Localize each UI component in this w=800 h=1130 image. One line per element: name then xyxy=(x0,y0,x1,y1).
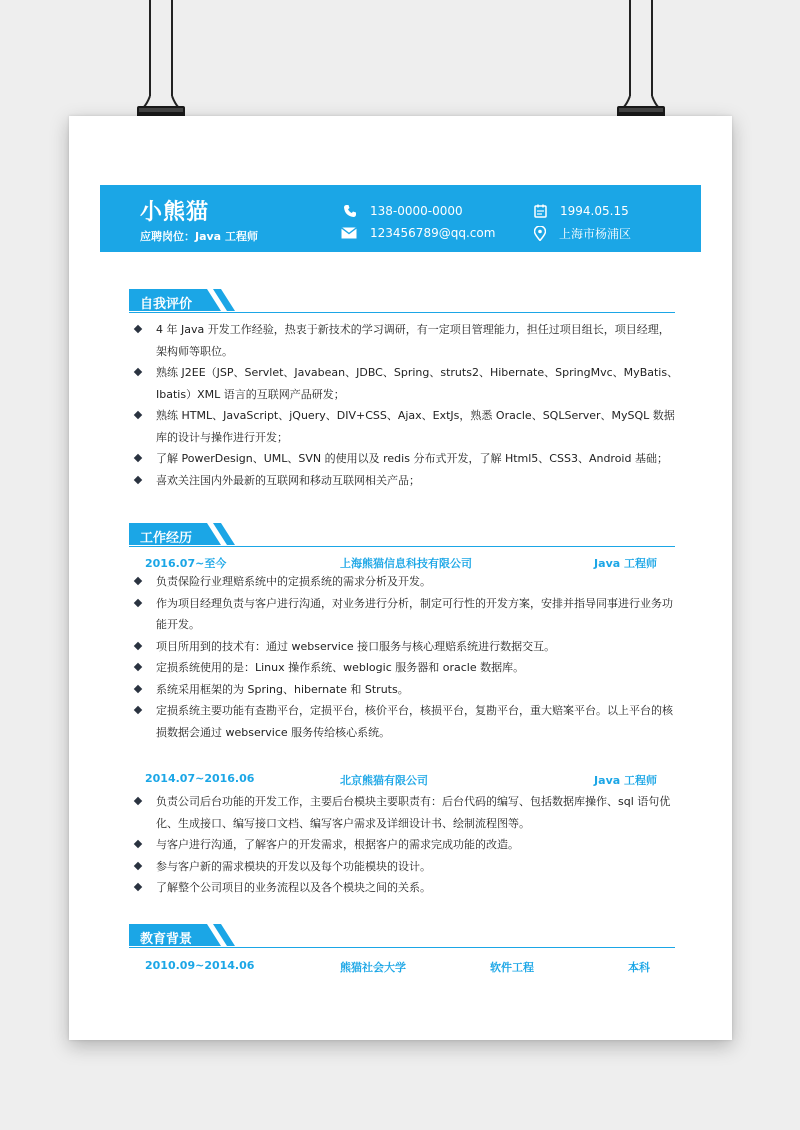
list-item: 与客户进行沟通，了解客户的开发需求，根据客户的需求完成功能的改造。 xyxy=(129,834,679,856)
self-evaluation-list xyxy=(129,319,679,491)
address: 上海市杨浦区 xyxy=(559,227,632,241)
job-company: 上海熊猫信息科技有限公司 xyxy=(340,557,472,570)
list-item: 系统采用框架的为 Spring、hibernate 和 Struts。 xyxy=(129,679,679,701)
list-item: 喜欢关注国内外最新的互联网和移动互联网相关产品； xyxy=(129,470,679,492)
section-header-work xyxy=(129,521,675,547)
list-item: 项目所用到的技术有：通过 webservice 接口服务与核心理赔系统进行数据交互。 xyxy=(129,636,679,658)
list-item: 熟练 J2EE（JSP、Servlet、Javabean、JDBC、Spring、struts2、Hibernate、SpringMvc、MyBatis、Ibatis）XML 语言的互联网产品研发； xyxy=(129,362,679,405)
section-header-education xyxy=(129,922,675,948)
job-header xyxy=(145,555,657,571)
email-info xyxy=(341,226,495,240)
list-item: 熟练 HTML、JavaScript、jQuery、DIV+CSS、Ajax、ExtJs，熟悉 Oracle、SQLServer、MySQL 数据库的设计与操作进行开发； xyxy=(129,405,679,448)
list-item: 负责保险行业理赔系统中的定损系统的需求分析及开发。 xyxy=(129,571,679,593)
phone-icon xyxy=(343,204,357,218)
job-duties-list xyxy=(129,571,679,743)
section-divider xyxy=(129,947,675,948)
major: 软件工程 xyxy=(490,961,534,974)
list-item: 负责公司后台功能的开发工作，主要后台模块主要职责有：后台代码的编写、包括数据库操作、sql 语句优化、生成接口、编写接口文档、编写客户需求及详细设计书、绘制流程图等。 xyxy=(129,791,679,834)
email-address: 123456789@qq.com xyxy=(370,226,496,240)
list-item: 了解整个公司项目的业务流程以及各个模块之间的关系。 xyxy=(129,877,679,899)
list-item: 定损系统主要功能有查勘平台，定损平台，核价平台，核损平台，复勘平台，重大赔案平台。以上平台的核损数据会通过 webservice 服务传给核心系统。 xyxy=(129,700,679,743)
section-title-self: 自我评价 xyxy=(140,297,193,312)
location-icon xyxy=(534,226,546,241)
job-period: 2016.07~至今 xyxy=(145,557,227,570)
resume-header xyxy=(100,185,701,252)
phone-info xyxy=(343,204,463,218)
section-divider xyxy=(129,546,675,547)
list-item: 作为项目经理负责与客户进行沟通，对业务进行分析，制定可行性的开发方案，安排并指导同事进行业务功能开发。 xyxy=(129,593,679,636)
list-item: 4 年 Java 开发工作经验，热衷于新技术的学习调研，有一定项目管理能力，担任过项目组长，项目经理，架构师等职位。 xyxy=(129,319,679,362)
section-title-education: 教育背景 xyxy=(140,932,193,947)
section-divider xyxy=(129,312,675,313)
job-role: Java 工程师 xyxy=(594,557,657,570)
birthday-info xyxy=(534,204,629,218)
education-period: 2010.09~2014.06 xyxy=(145,959,255,972)
degree: 本科 xyxy=(628,961,650,974)
applied-position: 应聘岗位：Java 工程师 xyxy=(140,230,258,243)
job-duties-list xyxy=(129,791,679,899)
section-header-self xyxy=(129,287,675,313)
calendar-icon xyxy=(534,204,547,218)
school-name: 熊猫社会大学 xyxy=(340,961,406,974)
job-company: 北京熊猫有限公司 xyxy=(340,774,428,787)
list-item: 定损系统使用的是：Linux 操作系统、weblogic 服务器和 oracle 数据库。 xyxy=(129,657,679,679)
resume-paper xyxy=(69,116,732,1040)
candidate-name: 小熊猫 xyxy=(140,200,210,225)
phone-number: 138-0000-0000 xyxy=(370,204,463,218)
list-item: 了解 PowerDesign、UML、SVN 的使用以及 redis 分布式开发，了解 Html5、CSS3、Android 基础； xyxy=(129,448,679,470)
section-title-work: 工作经历 xyxy=(140,531,193,546)
list-item: 参与客户新的需求模块的开发以及每个功能模块的设计。 xyxy=(129,856,679,878)
location-info xyxy=(534,225,631,242)
job-role: Java 工程师 xyxy=(594,774,657,787)
mail-icon xyxy=(341,227,357,239)
education-row xyxy=(145,959,650,975)
job-header xyxy=(145,772,657,788)
birthday: 1994.05.15 xyxy=(560,204,629,218)
job-period: 2014.07~2016.06 xyxy=(145,772,255,785)
